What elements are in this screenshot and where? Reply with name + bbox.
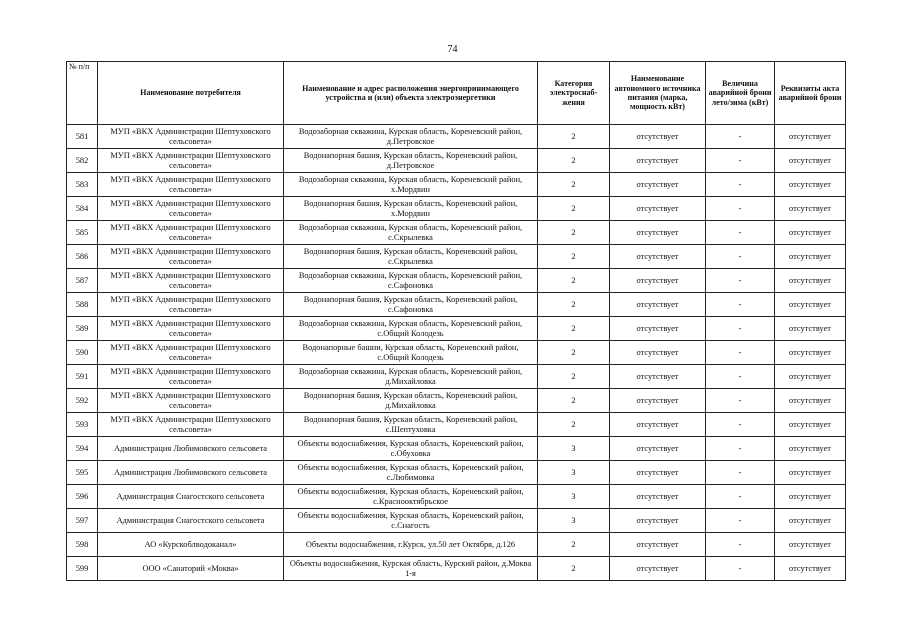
consumer-name: МУП «ВКХ Администрации Шептуховского сельсовета» bbox=[98, 149, 284, 173]
reserve-act-details: отсутствует bbox=[775, 341, 846, 365]
consumer-name: МУП «ВКХ Администрации Шептуховского сельсовета» bbox=[98, 221, 284, 245]
row-num: 583 bbox=[67, 173, 98, 197]
row-num: 599 bbox=[67, 557, 98, 581]
table-row bbox=[67, 461, 846, 485]
object-address: Водонапорная башня, Курская область, Кореневский район, х.Мордвин bbox=[284, 197, 538, 221]
reserve-act-details: отсутствует bbox=[775, 365, 846, 389]
autonomous-source: отсутствует bbox=[610, 461, 706, 485]
emergency-reserve: - bbox=[706, 533, 775, 557]
supply-category: 3 bbox=[538, 437, 610, 461]
row-num: 593 bbox=[67, 413, 98, 437]
autonomous-source: отсутствует bbox=[610, 221, 706, 245]
consumer-name: МУП «ВКХ Администрации Шептуховского сельсовета» bbox=[98, 365, 284, 389]
reserve-act-details: отсутствует bbox=[775, 125, 846, 149]
consumer-name: Администрация Снагостского сельсовета bbox=[98, 509, 284, 533]
autonomous-source: отсутствует bbox=[610, 341, 706, 365]
autonomous-source: отсутствует bbox=[610, 485, 706, 509]
object-address: Водозаборная скважина, Курская область, Кореневский район, с.Скрылевка bbox=[284, 221, 538, 245]
table-row bbox=[67, 197, 846, 221]
supply-category: 3 bbox=[538, 509, 610, 533]
object-address: Водонапорная башня, Курская область, Кореневский район, с.Сафоновка bbox=[284, 293, 538, 317]
consumer-name: МУП «ВКХ Администрации Шептуховского сельсовета» bbox=[98, 317, 284, 341]
consumer-name: МУП «ВКХ Администрации Шептуховского сельсовета» bbox=[98, 125, 284, 149]
object-address: Водозаборная скважина, Курская область, Кореневский район, х.Мордвин bbox=[284, 173, 538, 197]
emergency-reserve: - bbox=[706, 125, 775, 149]
emergency-reserve: - bbox=[706, 293, 775, 317]
table-row bbox=[67, 365, 846, 389]
consumer-name: МУП «ВКХ Администрации Шептуховского сельсовета» bbox=[98, 341, 284, 365]
supply-category: 2 bbox=[538, 197, 610, 221]
autonomous-source: отсутствует bbox=[610, 557, 706, 581]
emergency-reserve: - bbox=[706, 485, 775, 509]
reserve-act-details: отсутствует bbox=[775, 437, 846, 461]
header-address: Наименование и адрес расположения энергопринимающего устройства и (или) объекта электроэнергетики bbox=[284, 62, 538, 125]
consumer-name: АО «Курскоблводоканал» bbox=[98, 533, 284, 557]
emergency-reserve: - bbox=[706, 557, 775, 581]
supply-category: 2 bbox=[538, 413, 610, 437]
autonomous-source: отсутствует bbox=[610, 389, 706, 413]
consumer-name: МУП «ВКХ Администрации Шептуховского сельсовета» bbox=[98, 413, 284, 437]
reserve-table bbox=[66, 61, 846, 581]
reserve-act-details: отсутствует bbox=[775, 509, 846, 533]
autonomous-source: отсутствует bbox=[610, 317, 706, 341]
consumer-name: МУП «ВКХ Администрации Шептуховского сельсовета» bbox=[98, 197, 284, 221]
table-row bbox=[67, 245, 846, 269]
table-header-row bbox=[67, 62, 846, 125]
row-num: 586 bbox=[67, 245, 98, 269]
autonomous-source: отсутствует bbox=[610, 173, 706, 197]
row-num: 591 bbox=[67, 365, 98, 389]
reserve-act-details: отсутствует bbox=[775, 413, 846, 437]
autonomous-source: отсутствует bbox=[610, 413, 706, 437]
consumer-name: Администрация Любимовского сельсовета bbox=[98, 437, 284, 461]
page-number: 74 bbox=[447, 44, 458, 55]
row-num: 588 bbox=[67, 293, 98, 317]
object-address: Водонапорные башни, Курская область, Кореневский район, с.Общий Колодезь bbox=[284, 341, 538, 365]
object-address: Объекты водоснабжения, Курская область, Кореневский район, с.Любимовка bbox=[284, 461, 538, 485]
table-row bbox=[67, 269, 846, 293]
header-name: Наименование потребителя bbox=[98, 62, 284, 125]
consumer-name: МУП «ВКХ Администрации Шептуховского сельсовета» bbox=[98, 245, 284, 269]
row-num: 581 bbox=[67, 125, 98, 149]
emergency-reserve: - bbox=[706, 341, 775, 365]
autonomous-source: отсутствует bbox=[610, 125, 706, 149]
row-num: 596 bbox=[67, 485, 98, 509]
object-address: Водонапорная башня, Курская область, Кореневский район, д.Петровское bbox=[284, 149, 538, 173]
table-row bbox=[67, 125, 846, 149]
table-row bbox=[67, 341, 846, 365]
reserve-act-details: отсутствует bbox=[775, 221, 846, 245]
emergency-reserve: - bbox=[706, 173, 775, 197]
reserve-act-details: отсутствует bbox=[775, 317, 846, 341]
reserve-act-details: отсутствует bbox=[775, 389, 846, 413]
emergency-reserve: - bbox=[706, 149, 775, 173]
table-row bbox=[67, 533, 846, 557]
table-row bbox=[67, 509, 846, 533]
consumer-name: Администрация Снагостского сельсовета bbox=[98, 485, 284, 509]
consumer-name: ООО «Санаторий «Моква» bbox=[98, 557, 284, 581]
supply-category: 3 bbox=[538, 485, 610, 509]
row-num: 594 bbox=[67, 437, 98, 461]
supply-category: 2 bbox=[538, 317, 610, 341]
object-address: Водозаборная скважина, Курская область, Кореневский район, с.Общий Колодезь bbox=[284, 317, 538, 341]
row-num: 590 bbox=[67, 341, 98, 365]
reserve-act-details: отсутствует bbox=[775, 173, 846, 197]
object-address: Водозаборная скважина, Курская область, Кореневский район, д.Петровское bbox=[284, 125, 538, 149]
table-row bbox=[67, 485, 846, 509]
consumer-name: МУП «ВКХ Администрации Шептуховского сельсовета» bbox=[98, 173, 284, 197]
supply-category: 2 bbox=[538, 221, 610, 245]
supply-category: 2 bbox=[538, 173, 610, 197]
row-num: 598 bbox=[67, 533, 98, 557]
reserve-act-details: отсутствует bbox=[775, 245, 846, 269]
header-category: Категория электроснаб-жения bbox=[538, 62, 610, 125]
consumer-name: Администрация Любимовского сельсовета bbox=[98, 461, 284, 485]
supply-category: 2 bbox=[538, 293, 610, 317]
row-num: 597 bbox=[67, 509, 98, 533]
object-address: Объекты водоснабжения, Курская область, Курский район, д.Моква 1-я bbox=[284, 557, 538, 581]
table-row bbox=[67, 221, 846, 245]
object-address: Водонапорная башня, Курская область, Кореневский район, д.Михайловка bbox=[284, 389, 538, 413]
reserve-act-details: отсутствует bbox=[775, 533, 846, 557]
emergency-reserve: - bbox=[706, 245, 775, 269]
supply-category: 2 bbox=[538, 365, 610, 389]
reserve-act-details: отсутствует bbox=[775, 461, 846, 485]
row-num: 595 bbox=[67, 461, 98, 485]
object-address: Объекты водоснабжения, Курская область, Кореневский район, с.Краснооктябрьское bbox=[284, 485, 538, 509]
table-row bbox=[67, 389, 846, 413]
supply-category: 2 bbox=[538, 341, 610, 365]
header-source: Наименование автономного источника питания (марка, мощность кВт) bbox=[610, 62, 706, 125]
emergency-reserve: - bbox=[706, 269, 775, 293]
supply-category: 3 bbox=[538, 461, 610, 485]
supply-category: 2 bbox=[538, 149, 610, 173]
reserve-act-details: отсутствует bbox=[775, 197, 846, 221]
consumer-name: МУП «ВКХ Администрации Шептуховского сельсовета» bbox=[98, 269, 284, 293]
autonomous-source: отсутствует bbox=[610, 437, 706, 461]
autonomous-source: отсутствует bbox=[610, 149, 706, 173]
table-row bbox=[67, 293, 846, 317]
row-num: 587 bbox=[67, 269, 98, 293]
emergency-reserve: - bbox=[706, 317, 775, 341]
object-address: Водонапорная башня, Курская область, Кореневский район, с.Скрылевка bbox=[284, 245, 538, 269]
reserve-act-details: отсутствует bbox=[775, 293, 846, 317]
supply-category: 2 bbox=[538, 533, 610, 557]
autonomous-source: отсутствует bbox=[610, 293, 706, 317]
supply-category: 2 bbox=[538, 125, 610, 149]
object-address: Объекты водоснабжения, Курская область, Кореневский район, с.Обуховка bbox=[284, 437, 538, 461]
supply-category: 2 bbox=[538, 269, 610, 293]
emergency-reserve: - bbox=[706, 365, 775, 389]
table-row bbox=[67, 149, 846, 173]
supply-category: 2 bbox=[538, 389, 610, 413]
consumer-name: МУП «ВКХ Администрации Шептуховского сельсовета» bbox=[98, 389, 284, 413]
object-address: Водозаборная скважина, Курская область, Кореневский район, д.Михайловка bbox=[284, 365, 538, 389]
emergency-reserve: - bbox=[706, 461, 775, 485]
header-reserve: Величина аварийной брони лето/зима (кВт) bbox=[706, 62, 775, 125]
reserve-act-details: отсутствует bbox=[775, 149, 846, 173]
autonomous-source: отсутствует bbox=[610, 533, 706, 557]
object-address: Водозаборная скважина, Курская область, Кореневский район, с.Сафоновка bbox=[284, 269, 538, 293]
object-address: Объекты водоснабжения, г.Курск, ул.50 лет Октября, д.126 bbox=[284, 533, 538, 557]
emergency-reserve: - bbox=[706, 389, 775, 413]
autonomous-source: отсутствует bbox=[610, 365, 706, 389]
autonomous-source: отсутствует bbox=[610, 245, 706, 269]
supply-category: 2 bbox=[538, 245, 610, 269]
header-details: Реквизиты акта аварийной брони bbox=[775, 62, 846, 125]
reserve-act-details: отсутствует bbox=[775, 557, 846, 581]
table-row bbox=[67, 173, 846, 197]
row-num: 585 bbox=[67, 221, 98, 245]
table-row bbox=[67, 437, 846, 461]
consumer-name: МУП «ВКХ Администрации Шептуховского сельсовета» bbox=[98, 293, 284, 317]
header-num: № п/п bbox=[67, 62, 98, 125]
emergency-reserve: - bbox=[706, 197, 775, 221]
reserve-act-details: отсутствует bbox=[775, 485, 846, 509]
emergency-reserve: - bbox=[706, 413, 775, 437]
autonomous-source: отсутствует bbox=[610, 197, 706, 221]
object-address: Водонапорная башня, Курская область, Кореневский район, с.Шептуховка bbox=[284, 413, 538, 437]
emergency-reserve: - bbox=[706, 437, 775, 461]
table-row bbox=[67, 317, 846, 341]
autonomous-source: отсутствует bbox=[610, 269, 706, 293]
supply-category: 2 bbox=[538, 557, 610, 581]
emergency-reserve: - bbox=[706, 221, 775, 245]
row-num: 592 bbox=[67, 389, 98, 413]
autonomous-source: отсутствует bbox=[610, 509, 706, 533]
reserve-act-details: отсутствует bbox=[775, 269, 846, 293]
emergency-reserve: - bbox=[706, 509, 775, 533]
row-num: 584 bbox=[67, 197, 98, 221]
row-num: 582 bbox=[67, 149, 98, 173]
table-row bbox=[67, 557, 846, 581]
table-row bbox=[67, 413, 846, 437]
row-num: 589 bbox=[67, 317, 98, 341]
object-address: Объекты водоснабжения, Курская область, Кореневский район, с.Снагость bbox=[284, 509, 538, 533]
